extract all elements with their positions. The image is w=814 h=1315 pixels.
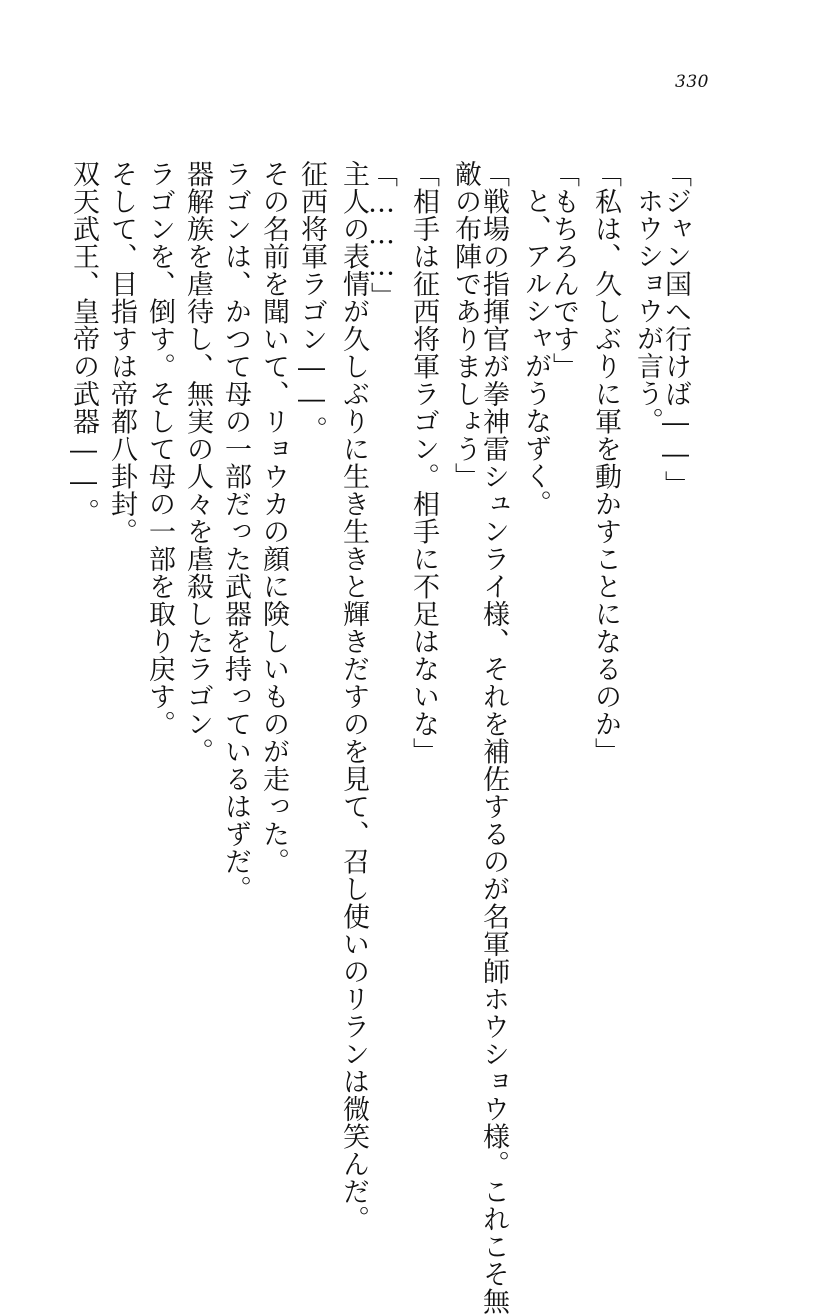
text-line-8: 「相手は征西将軍ラゴン。相手に不足はないな」 bbox=[408, 160, 439, 765]
text-line-16: そして、目指すは帝都八卦封。 bbox=[106, 160, 137, 545]
text-line-15: ラゴンを、倒す。そして母の一部を取り戻す。 bbox=[144, 160, 175, 738]
text-line-3: 「私は、久しぶりに軍を動かすことになるのか」 bbox=[590, 160, 621, 765]
text-line-7: 敵の布陣でありましょう」 bbox=[450, 160, 481, 490]
text-line-1: 「ジャン国へ行けば――」 bbox=[660, 160, 691, 498]
text-line-10: 主人の表情が久しぶりに生き生きと輝きだすのを見て、召し使いのリランは微笑んだ。 bbox=[338, 160, 369, 1233]
text-line-14: 器解族を虐待し、無実の人々を虐殺したラゴン。 bbox=[182, 160, 213, 765]
text-line-2: ホウショウが言う。 bbox=[632, 187, 663, 435]
text-line-17: 双天武王、皇帝の武器――。 bbox=[68, 160, 99, 526]
text-line-12: その名前を聞いて、リョウカの顔に険しいものが走った。 bbox=[258, 160, 289, 875]
text-line-5: と、アルシャがうなずく。 bbox=[520, 187, 551, 517]
text-line-6: 「戦場の指揮官が拳神雷シュンライ様、それを補佐するのが名軍師ホウショウ様。これこそ無 bbox=[478, 160, 509, 1315]
text-line-9: 「………」 bbox=[366, 160, 397, 310]
text-line-13: ラゴンは、かつて母の一部だった武器を持っているはずだ。 bbox=[220, 160, 251, 903]
page-number: 330 bbox=[675, 72, 709, 92]
text-line-4: 「もちろんです」 bbox=[548, 160, 579, 380]
text-line-11: 征西将軍ラゴン――。 bbox=[296, 160, 327, 443]
